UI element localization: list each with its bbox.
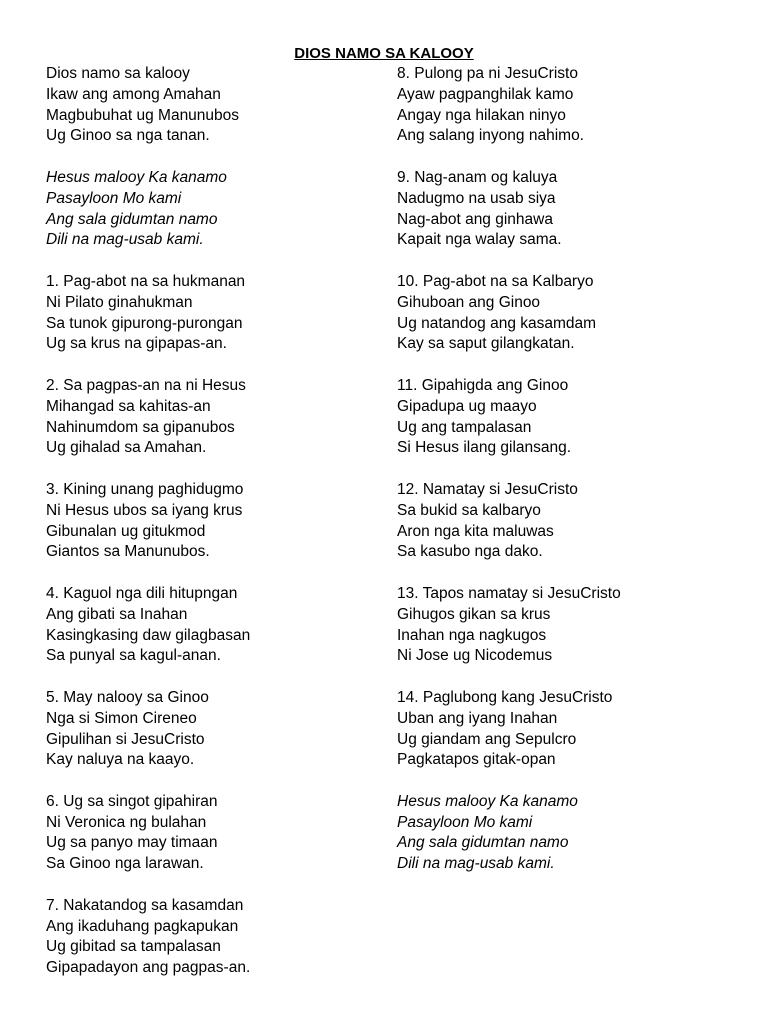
- stanza-line: 10. Pag-abot na sa Kalbaryo: [397, 272, 594, 290]
- stanza-line: Pasayloon Mo kami: [46, 189, 182, 207]
- stanza-line: Gipulihan si JesuCristo: [46, 730, 205, 748]
- stanza-line: Gibunalan ug gitukmod: [46, 522, 206, 540]
- stanza-line: Ug natandog ang kasamdam: [397, 314, 597, 332]
- stanza-line: Sa bukid sa kalbaryo: [397, 501, 541, 519]
- stanza-line: Ug sa panyo may timaan: [46, 834, 218, 852]
- stanza-left-1: [46, 64, 376, 147]
- stanza-line: Dili na mag-usab kami.: [46, 231, 204, 249]
- stanza-line: Kasingkasing daw gilagbasan: [46, 626, 251, 644]
- stanza-line: Ug gibitad sa tampalasan: [46, 938, 221, 956]
- stanza-line: 3. Kining unang paghidugmo: [46, 480, 244, 498]
- stanza-line: Ug gihalad sa Amahan.: [46, 439, 207, 457]
- stanza-line: Aron nga kita maluwas: [397, 522, 554, 540]
- stanza-1: [46, 272, 376, 355]
- page-title: DIOS NAMO SA KALOOY: [294, 45, 474, 62]
- stanza-7: [46, 896, 376, 979]
- stanza-line: Sa punyal sa kagul-anan.: [46, 647, 221, 665]
- stanza-line: Ang gibati sa Inahan: [46, 605, 188, 623]
- stanza-line: Hesus malooy Ka kanamo: [397, 792, 578, 810]
- stanza-line: Si Hesus ilang gilansang.: [397, 439, 572, 457]
- stanza-line: 13. Tapos namatay si JesuCristo: [397, 584, 621, 602]
- stanza-line: 2. Sa pagpas-an na ni Hesus: [46, 376, 246, 394]
- stanza-line: 12. Namatay si JesuCristo: [397, 480, 578, 498]
- stanza-line: Kay sa saput gilangkatan.: [397, 335, 575, 353]
- stanza-line: Magbubuhat ug Manunubos: [46, 106, 240, 124]
- stanza-line: 5. May nalooy sa Ginoo: [46, 688, 209, 706]
- right-column: [397, 64, 737, 896]
- stanza-line: Ni Veronica ng bulahan: [46, 813, 207, 831]
- stanza-line: Dios namo sa kalooy: [46, 65, 190, 82]
- stanza-line: Kay naluya na kaayo.: [46, 751, 195, 769]
- stanza-4: [46, 584, 376, 667]
- stanza-line: 14. Paglubong kang JesuCristo: [397, 688, 613, 706]
- stanza-line: Ug sa krus na gipapas-an.: [46, 335, 227, 353]
- stanza-line: Nadugmo na usab siya: [397, 189, 556, 207]
- stanza-line: 11. Gipahigda ang Ginoo: [397, 376, 569, 394]
- stanza-10: [397, 272, 737, 355]
- stanza-3: [46, 480, 376, 563]
- stanza-line: Kapait nga walay sama.: [397, 231, 562, 249]
- stanza-line: Nga si Simon Cireneo: [46, 709, 197, 727]
- stanza-12: [397, 480, 737, 563]
- left-column: [46, 64, 376, 1000]
- stanza-line: 7. Nakatandog sa kasamdan: [46, 896, 244, 914]
- stanza-9: [397, 168, 737, 251]
- stanza-line: Ang sala gidumtan namo: [397, 834, 569, 852]
- stanza-line: Mihangad sa kahitas-an: [46, 397, 211, 415]
- refrain-stanza-left: [46, 168, 376, 251]
- stanza-line: Giantos sa Manunubos.: [46, 543, 210, 561]
- stanza-line: Ni Pilato ginahukman: [46, 293, 193, 311]
- stanza-line: Nahinumdom sa gipanubos: [46, 418, 235, 436]
- stanza-line: Ug giandam ang Sepulcro: [397, 730, 577, 748]
- stanza-11: [397, 376, 737, 459]
- stanza-8: [397, 64, 737, 147]
- stanza-line: Gipadupa ug maayo: [397, 397, 537, 415]
- stanza-line: Uban ang iyang Inahan: [397, 709, 558, 727]
- stanza-line: Hesus malooy Ka kanamo: [46, 168, 227, 186]
- stanza-line: 6. Ug sa singot gipahiran: [46, 792, 218, 810]
- stanza-line: Gipapadayon ang pagpas-an.: [46, 959, 251, 977]
- stanza-line: Sa kasubo nga dako.: [397, 543, 543, 561]
- stanza-line: Nag-abot ang ginhawa: [397, 210, 553, 228]
- stanza-line: Ang salang inyong nahimo.: [397, 127, 584, 145]
- stanza-line: Ug Ginoo sa nga tanan.: [46, 127, 210, 145]
- stanza-line: Pagkatapos gitak-opan: [397, 751, 556, 769]
- stanza-line: Ayaw pagpanghilak kamo: [397, 85, 574, 103]
- stanza-14: [397, 688, 737, 771]
- stanza-line: Angay nga hilakan ninyo: [397, 106, 566, 124]
- stanza-line: 8. Pulong pa ni JesuCristo: [397, 65, 578, 82]
- stanza-line: Ikaw ang among Amahan: [46, 85, 221, 103]
- stanza-5: [46, 688, 376, 771]
- stanza-line: 1. Pag-abot na sa hukmanan: [46, 272, 246, 290]
- stanza-line: Ni Hesus ubos sa iyang krus: [46, 501, 243, 519]
- stanza-13: [397, 584, 737, 667]
- stanza-line: 9. Nag-anam og kaluya: [397, 168, 558, 186]
- stanza-line: Ni Jose ug Nicodemus: [397, 647, 553, 665]
- stanza-line: Gihuboan ang Ginoo: [397, 293, 541, 311]
- stanza-line: Ang ikaduhang pagkapukan: [46, 917, 239, 935]
- stanza-line: Inahan nga nagkugos: [397, 626, 547, 644]
- stanza-line: Ang sala gidumtan namo: [46, 210, 218, 228]
- stanza-line: Ug ang tampalasan: [397, 418, 532, 436]
- stanza-line: Gihugos gikan sa krus: [397, 605, 551, 623]
- stanza-2: [46, 376, 376, 459]
- stanza-line: Pasayloon Mo kami: [397, 813, 533, 831]
- stanza-6: [46, 792, 376, 875]
- stanza-line: Sa tunok gipurong-purongan: [46, 314, 243, 332]
- refrain-stanza-right: [397, 792, 737, 875]
- stanza-line: 4. Kaguol nga dili hitupngan: [46, 584, 238, 602]
- stanza-line: Sa Ginoo nga larawan.: [46, 855, 204, 873]
- stanza-line: Dili na mag-usab kami.: [397, 855, 555, 873]
